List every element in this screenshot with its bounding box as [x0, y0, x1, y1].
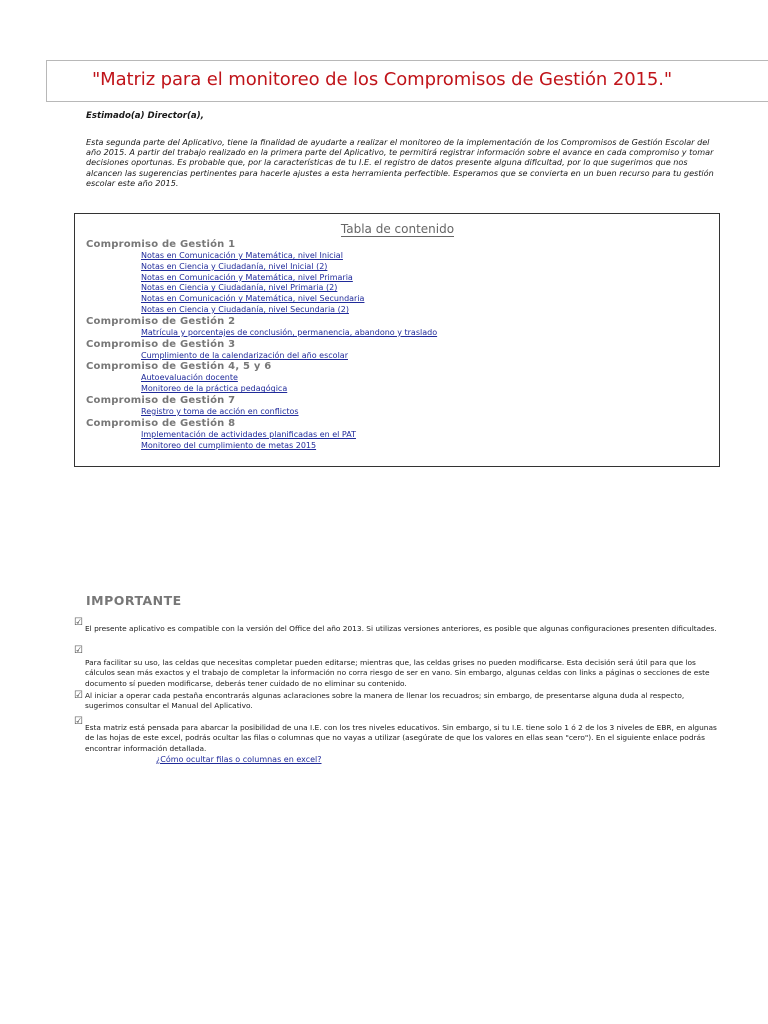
toc-link-cg7-1[interactable]: Registro y toma de acción en conflictos — [141, 406, 299, 416]
toc-link-cg8-1[interactable]: Implementación de actividades planificadas en el PAT — [141, 429, 356, 439]
checkbox-checked-icon[interactable]: ☑ — [74, 645, 83, 656]
toc-section-heading: Compromiso de Gestión 8 — [86, 417, 236, 429]
toc-link-cg1-6[interactable]: Notas en Ciencia y Ciudadanía, nivel Secundaria (2) — [141, 304, 349, 314]
toc-link-cg1-3[interactable]: Notas en Comunicación y Matemática, nivel Primaria — [141, 272, 353, 282]
toc-link-cg3-1[interactable]: Cumplimiento de la calendarización del año escolar — [141, 350, 348, 360]
toc-link-cg4-1[interactable]: Autoevaluación docente — [141, 373, 238, 383]
toc-list — [86, 239, 437, 451]
important-heading: IMPORTANTE — [86, 593, 182, 608]
toc-link-cg1-5[interactable]: Notas en Comunicación y Matemática, nivel Secundaria — [141, 294, 365, 304]
toc-section-1 — [86, 239, 437, 316]
toc-link-cg1-4[interactable]: Notas en Ciencia y Ciudadanía, nivel Primaria (2) — [141, 283, 338, 293]
toc-link-cg1-1[interactable]: Notas en Comunicación y Matemática, nivel Inicial — [141, 251, 343, 260]
important-item-text: Al iniciar a operar cada pestaña encontrarás algunas aclaraciones sobre la manera de llenar los recuadros; sin embargo, de presentarse alguna duda al respecto, sugerimos consultar el Manual del Aplicativo. — [85, 691, 685, 711]
toc-section-heading: Compromiso de Gestión 4, 5 y 6 — [86, 361, 272, 373]
toc-section-heading: Compromiso de Gestión 2 — [86, 315, 236, 327]
greeting: Estimado(a) Director(a), — [86, 111, 204, 121]
toc-section-4 — [86, 361, 437, 395]
toc-section-heading: Compromiso de Gestión 7 — [86, 394, 236, 406]
page-title: "Matriz para el monitoreo de los Compromisos de Gestión 2015." — [92, 69, 673, 90]
checkbox-checked-icon[interactable]: ☑ — [74, 690, 83, 701]
toc-link-cg1-2[interactable]: Notas en Ciencia y Ciudadanía, nivel Inicial (2) — [141, 261, 328, 271]
important-item-text: El presente aplicativo es compatible con la versión del Office del año 2013. Si utilizas versiones anteriores, es posible que algunas configuraciones presenten dificultades. — [85, 624, 717, 633]
intro-paragraph: Esta segunda parte del Aplicativo, tiene la finalidad de ayudarte a realizar el monitoreo de la implementación de los Compromisos de Gestión Escolar del año 2015. A partir del trabajo realizado en la primera parte del Aplicativo, te permitirá registrar información sobre el avance en cada compromiso y tomar decisiones oportunas. Es probable que, por la características de tu I.E. el registro de datos presente alguna dificultad, por lo que sugerimos que nos alcancen las sugerencias pertinentes para hacerle ajustes a esta herramienta perfectible. Esperamos que se convierta en un buen recurso para tu gestión escolar este año 2015. — [86, 137, 714, 188]
toc-section-6 — [86, 418, 437, 452]
toc-link-cg8-2[interactable]: Monitoreo del cumplimiento de metas 2015 — [141, 440, 317, 450]
toc-section-3 — [86, 339, 437, 362]
toc-title: Tabla de contenido — [340, 222, 455, 236]
toc-section-2 — [86, 316, 437, 339]
checkbox-checked-icon[interactable]: ☑ — [74, 617, 83, 628]
toc-section-heading: Compromiso de Gestión 3 — [86, 338, 236, 350]
toc-section-5 — [86, 395, 437, 418]
hide-rows-columns-link[interactable]: ¿Cómo ocultar filas o columnas en excel? — [156, 755, 322, 764]
important-item-text: Para facilitar su uso, las celdas que necesitas completar pueden editarse; mientras que, las celdas grises no pueden modificarse. Esta decisión será útil para que los cálculos sean más exactos y el trabajo de completar la información no corra riesgo de ser en vano. Sin embargo, algunas celdas con links a páginas o secciones de este documento sí pueden modificarse, deberás tener cuidado de no eliminar su contenido. — [85, 658, 710, 688]
toc-link-cg2-1[interactable]: Matrícula y porcentajes de conclusión, permanencia, abandono y traslado — [141, 327, 438, 337]
checkbox-checked-icon[interactable]: ☑ — [74, 716, 83, 727]
toc-link-cg4-2[interactable]: Monitoreo de la práctica pedagógica — [141, 384, 288, 394]
important-item-text: Esta matriz está pensada para abarcar la posibilidad de una I.E. con los tres niveles educativos. Sin embargo, si tu I.E. tiene solo 1 ó 2 de los 3 niveles de EBR, en algunas de las hojas de este excel, podrás ocultar las filas o columnas que no vayas a utilizar (asegúrate de que los valores en ellas sean "cero"). En el siguiente enlace podrás encontrar información detallada. — [85, 723, 717, 753]
toc-section-heading: Compromiso de Gestión 1 — [86, 239, 236, 250]
